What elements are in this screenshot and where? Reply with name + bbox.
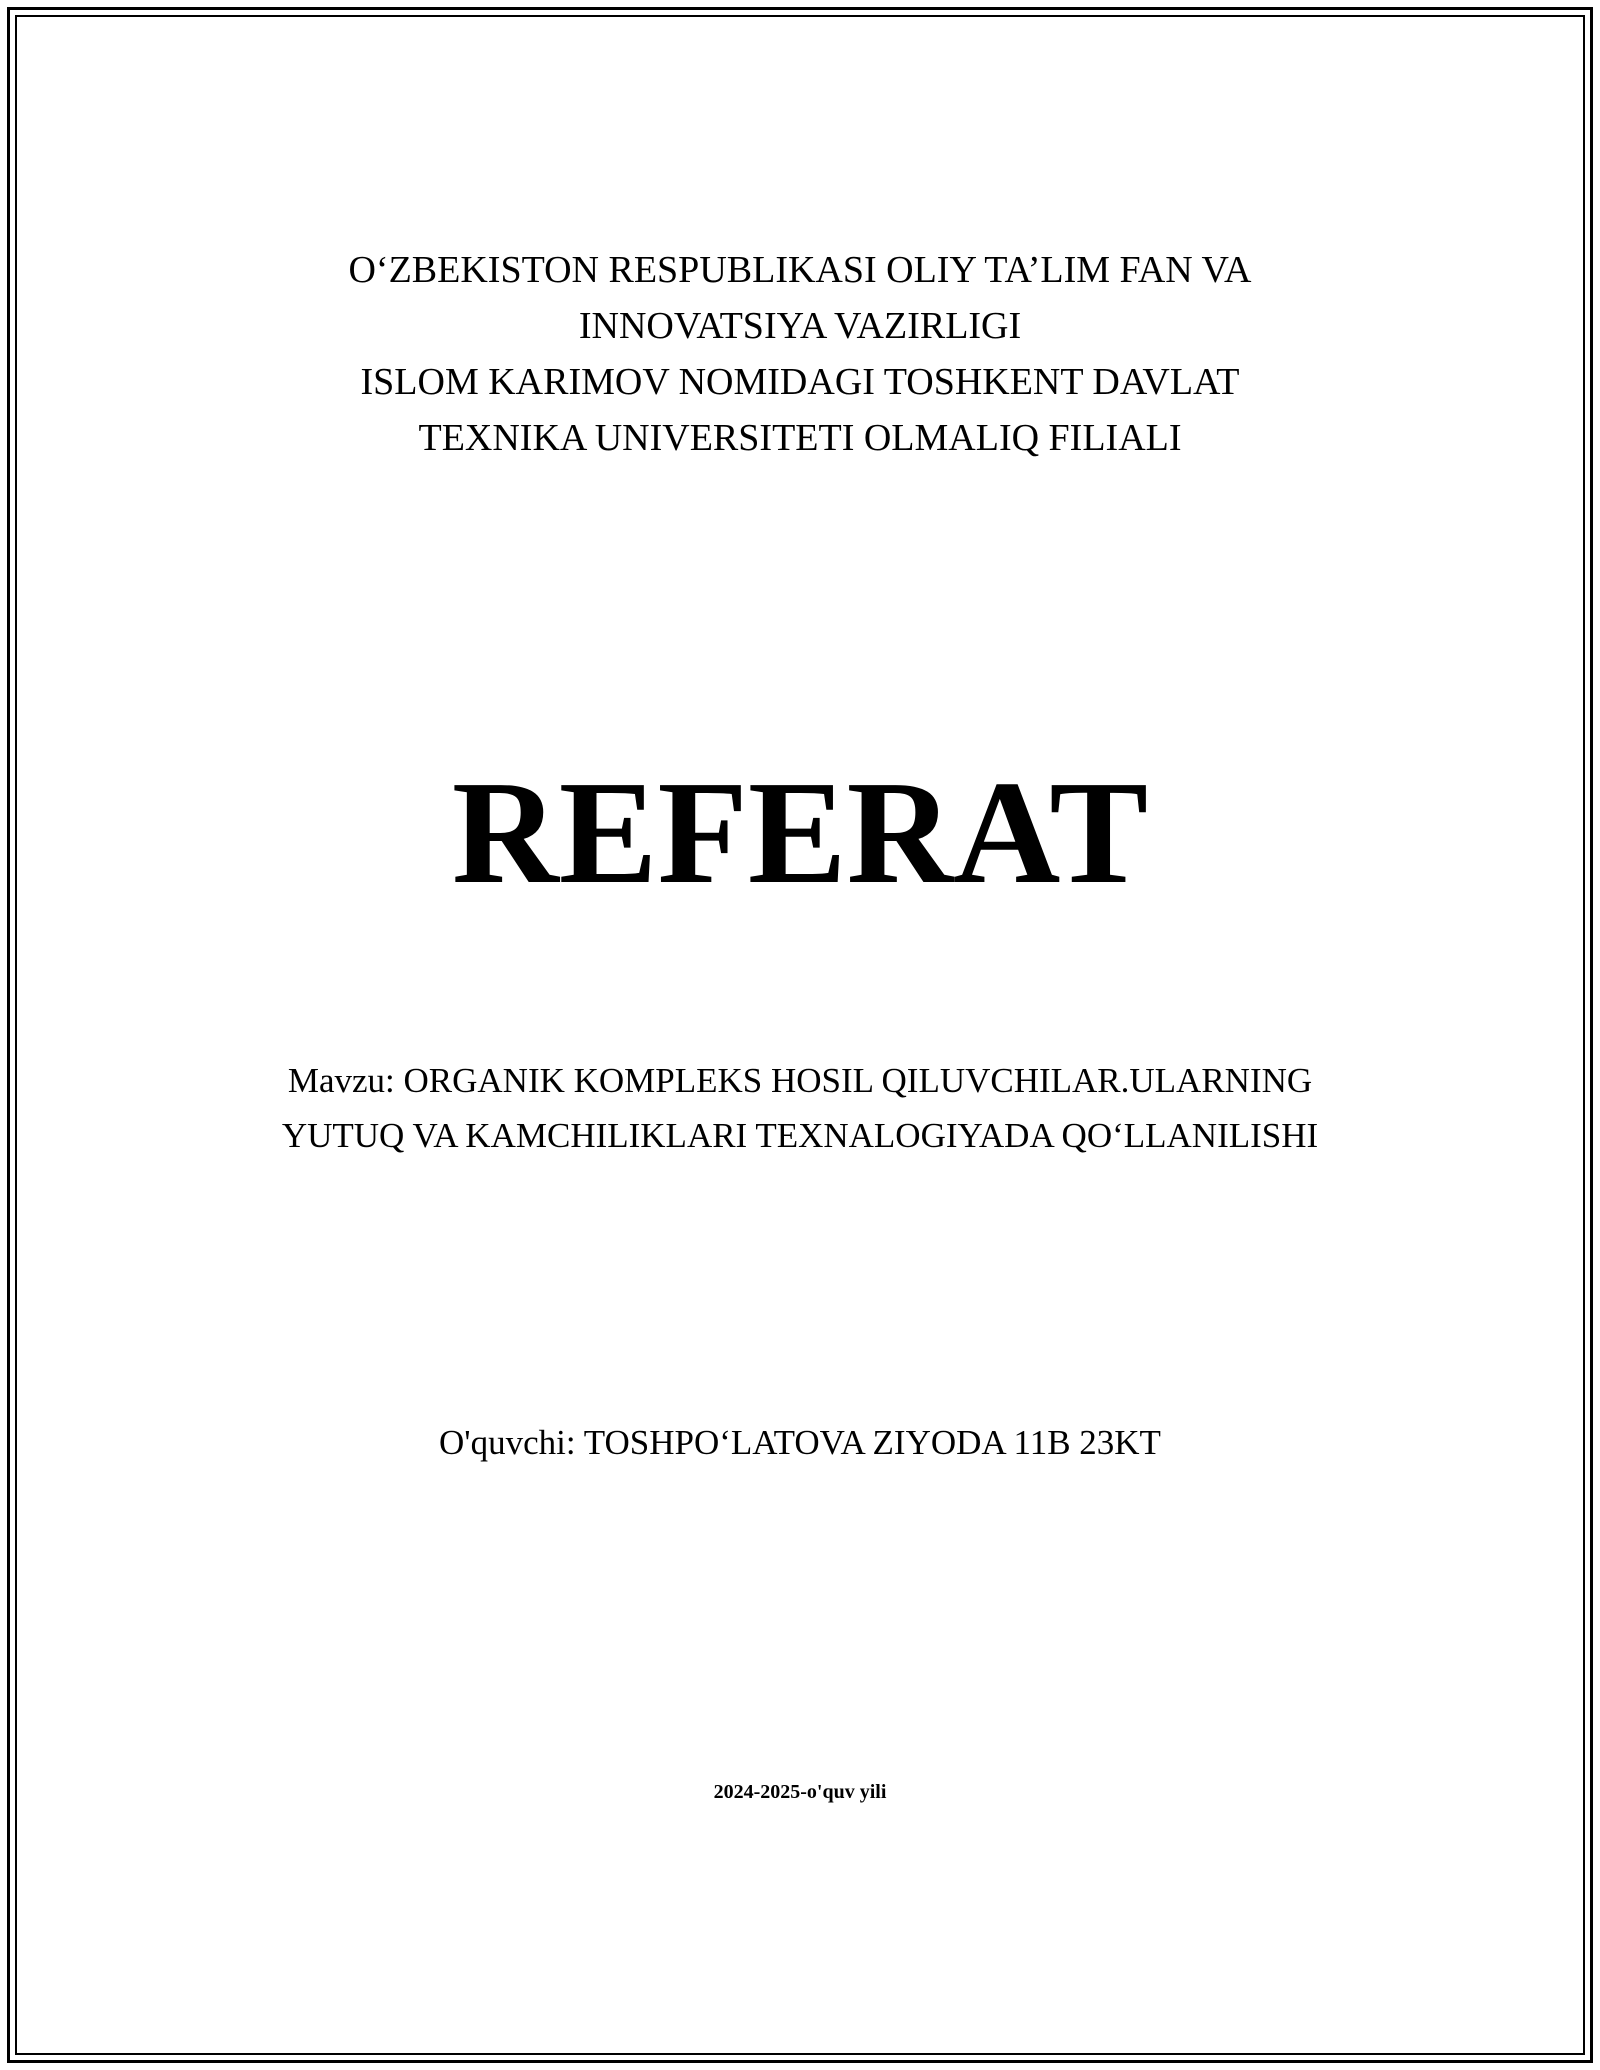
- topic-block: [0, 1053, 1600, 1163]
- header-line-2: INNOVATSIYA VAZIRLIGI: [578, 305, 1022, 347]
- header-line-1: O‘ZBEKISTON RESPUBLIKASI OLIY TA’LIM FAN VA: [348, 249, 1252, 291]
- header-line-3: ISLOM KARIMOV NOMIDAGI TOSHKENT DAVLAT: [360, 361, 1240, 403]
- academic-year: 2024-2025-o'quv yili: [713, 1781, 887, 1803]
- topic-line-1: Mavzu: ORGANIK KOMPLEKS HOSIL QILUVCHILAR.ULARNING: [287, 1061, 1313, 1100]
- ministry-header: [0, 242, 1600, 466]
- topic-line-2: YUTUQ VA KAMCHILIKLARI TEXNALOGIYADA QO‘LLANILISHI: [281, 1116, 1319, 1155]
- document-title: REFERAT: [451, 751, 1149, 915]
- header-line-4: TEXNIKA UNIVERSITETI OLMALIQ FILIALI: [418, 417, 1182, 459]
- student-info: O'quvchi: TOSHPO‘LATOVA ZIYODA 11B 23KT: [439, 1423, 1161, 1462]
